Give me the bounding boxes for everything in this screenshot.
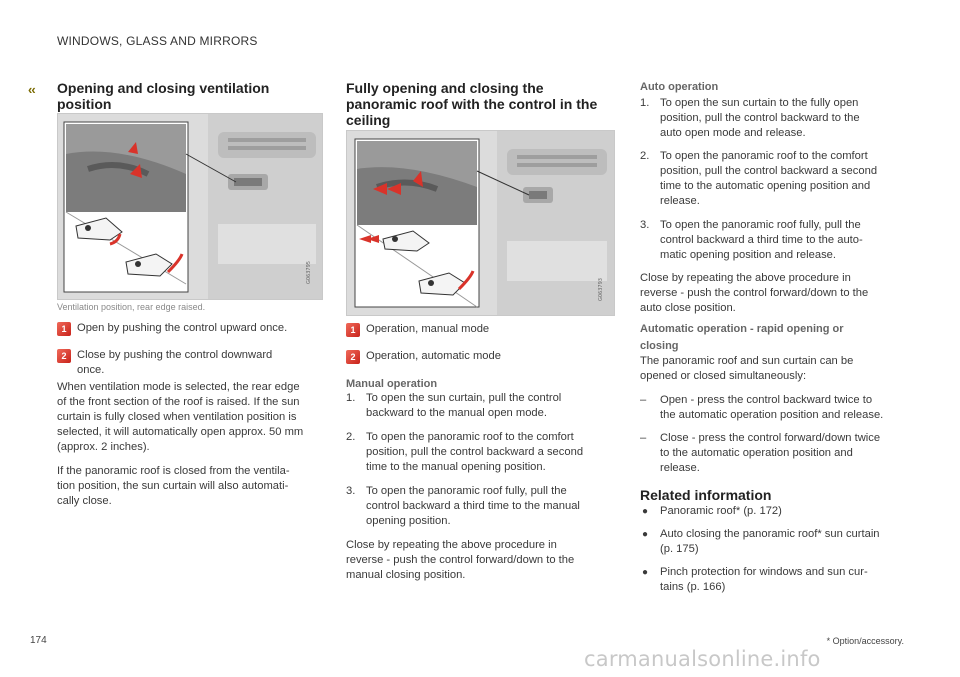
heading-line: Opening and closing ventilation xyxy=(57,80,270,96)
figure-id: G063795 xyxy=(306,261,312,284)
page-number: 174 xyxy=(30,635,47,646)
manual-step-1: 1. To open the sun curtain, pull the control backward to the manual open mode. xyxy=(346,392,562,419)
auto-close-paragraph: Close by repeating the above procedure in reverse - push the control forward/down to the auto close position. xyxy=(640,272,869,314)
legend-item-1 xyxy=(57,321,321,337)
bullet-icon: ● xyxy=(642,506,649,517)
legend-item-manual xyxy=(346,322,613,338)
legend-text: Open by pushing the control upward once. xyxy=(77,322,288,334)
option-footnote: * Option/accessory. xyxy=(826,636,904,646)
legend-text: Close by pushing the control downward once. xyxy=(77,349,273,376)
continued-marker: ‹‹ xyxy=(28,82,35,97)
ceiling-control-illustration-art xyxy=(347,131,614,315)
watermark: carmanualsonline.info xyxy=(584,647,821,671)
legend-text: Operation, automatic mode xyxy=(366,350,501,362)
legend-text: Operation, manual mode xyxy=(366,323,490,335)
heading-line: position xyxy=(57,96,112,112)
figure-caption: Ventilation position, rear edge raised. xyxy=(57,302,206,312)
manual-step-2: 2. To open the panoramic roof to the comfort position, pull the control backward a second time to the manual opening position. xyxy=(346,431,584,473)
ceiling-control-illustration xyxy=(346,130,615,316)
rapid-paragraph: The panoramic roof and sun curtain can be opened or closed simultaneously: xyxy=(640,355,854,382)
ventilation-paragraph-2: If the panoramic roof is closed from the ventila- tion position, the sun curtain will also automati- cally close. xyxy=(57,465,290,507)
rapid-operation-heading: Automatic operation - rapid opening or closing xyxy=(640,323,844,352)
manual-close-paragraph: Close by repeating the above procedure in reverse - push the control forward/down to the manual closing position. xyxy=(346,539,575,581)
ventilation-illustration-art xyxy=(58,114,322,299)
legend-item-automatic xyxy=(346,349,613,365)
bullet-icon: ● xyxy=(642,529,649,540)
callout-badge: 1 xyxy=(346,323,360,337)
ventilation-paragraph-1: When ventilation mode is selected, the rear edge of the front section of the roof is raised. If the sun curtain is fully closed when ventilation position is selected, it will automatically open approx. 50 mm (approx. 2 inches). xyxy=(57,381,304,453)
manual-step-3: 3. To open the panoramic roof fully, pull the control backward a third time to the manual opening position. xyxy=(346,485,580,527)
legend-item-2 xyxy=(57,348,321,378)
section-heading-ventilation xyxy=(57,80,269,112)
section-heading-fully-opening: Fully opening and closing the panoramic roof with the control in the ceiling xyxy=(346,80,598,128)
ventilation-illustration xyxy=(57,113,323,300)
manual-operation-heading: Manual operation xyxy=(346,378,438,390)
bullet-icon: ● xyxy=(642,567,649,578)
chapter-title: WINDOWS, GLASS AND MIRRORS xyxy=(57,34,258,48)
callout-badge: 1 xyxy=(57,322,71,336)
figure-id: G063793 xyxy=(598,278,604,301)
auto-operation-heading: Auto operation xyxy=(640,81,719,93)
callout-badge: 2 xyxy=(57,349,71,363)
callout-badge: 2 xyxy=(346,350,360,364)
related-information-heading: Related information xyxy=(640,487,772,503)
